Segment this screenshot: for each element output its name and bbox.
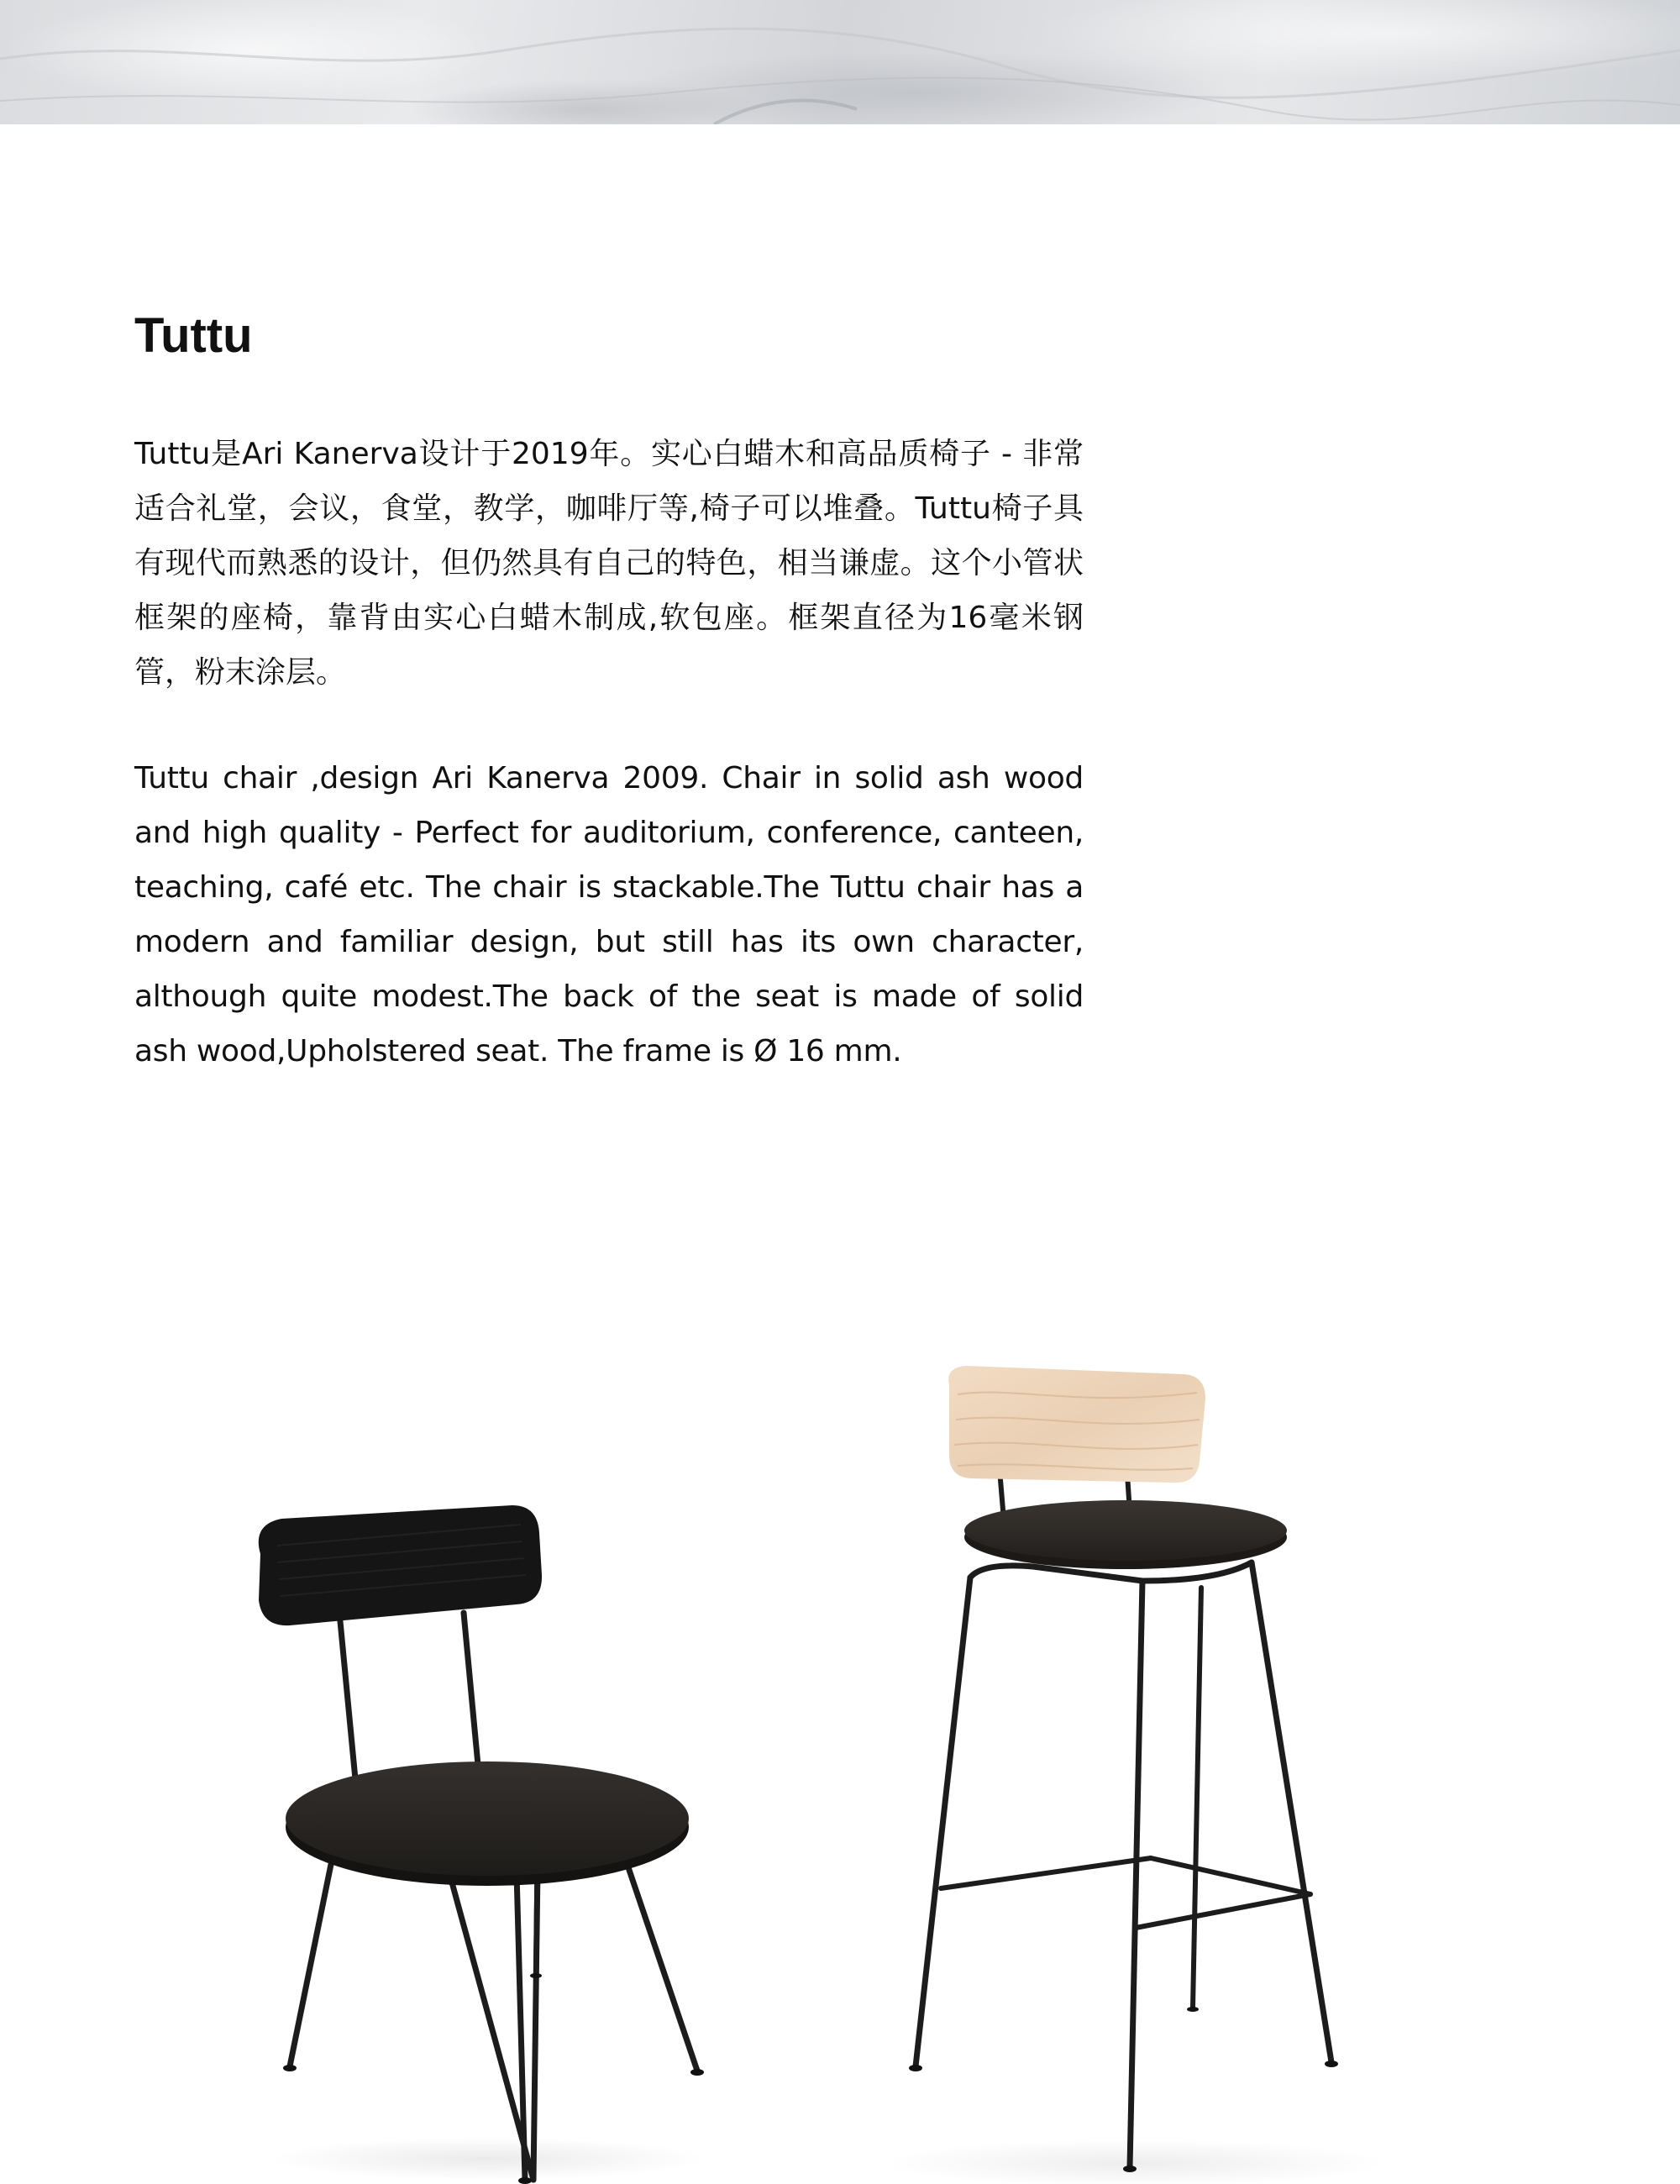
marble-banner — [0, 0, 1680, 124]
product-title: Tuttu — [134, 308, 253, 363]
description-english: Tuttu chair ,design Ari Kanerva 2009. Chair in solid ash wood and high quality - Perfect for auditorium, conference, canteen, teaching, café etc. The chair is stackable.The Tuttu chair has a modern and familiar design, but still has its own character, although quite modest.The back of the seat is made of solid ash wood,Upholstered seat. The frame is Ø 16 mm. — [134, 761, 1084, 1068]
description-chinese: Tuttu是Ari Kanerva设计于2019年。实心白蜡木和高品质椅子 - 非常适合礼堂，会议，食堂，教学，咖啡厅等,椅子可以堆叠。Tuttu椅子具有现代而熟悉的设计，但仍然具有自己的特色，相当谦虚。这个小管状框架的座椅，靠背由实心白蜡木制成,软包座。框架直径为16毫米钢管，粉末涂层。 — [134, 437, 1084, 690]
bar-stool-image — [865, 1361, 1386, 2184]
dining-chair-image — [244, 1487, 731, 2184]
